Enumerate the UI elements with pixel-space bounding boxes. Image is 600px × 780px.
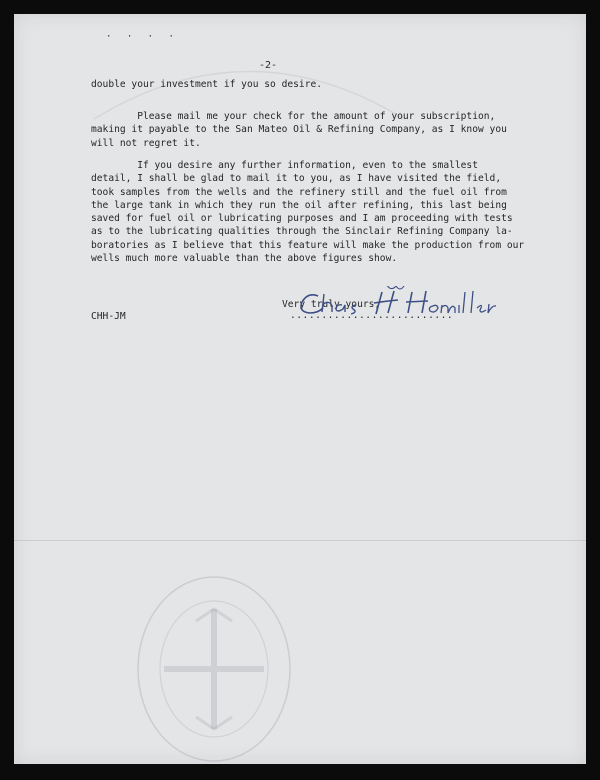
paper-fold-line xyxy=(14,540,586,541)
paragraph-2: Please mail me your check for the amount of your subscription, making it payable to the San Mateo Oil & Refining Company, as I know you will not regret it. xyxy=(91,111,507,149)
paragraph-1: double your investment if you so desire. xyxy=(91,79,323,90)
page-number: -2- xyxy=(259,60,278,71)
watermark-emblem xyxy=(134,569,294,764)
closing-salutation: Very truly yours, xyxy=(282,299,381,310)
paragraph-3: If you desire any further information, even to the smallest detail, I shall be glad to mail it to you, as I have visited the field, took samples from the wells and the refinery still and the fuel oil from the large tank in which they run the oil after refining, this last being saved for fuel oil or lubricating purposes and I am proceeding with tests as to the lubricating qualities through the Sinclair Refining Company la- boratories as I believe that this feature will make the production from our wells much more valuable than the above figures show. xyxy=(91,160,525,265)
top-margin-marks: · · · · xyxy=(106,32,179,42)
signature-dotted-line: .......................... xyxy=(290,310,454,321)
letter-page xyxy=(14,14,586,764)
typist-initials: CHH-JM xyxy=(91,311,126,322)
